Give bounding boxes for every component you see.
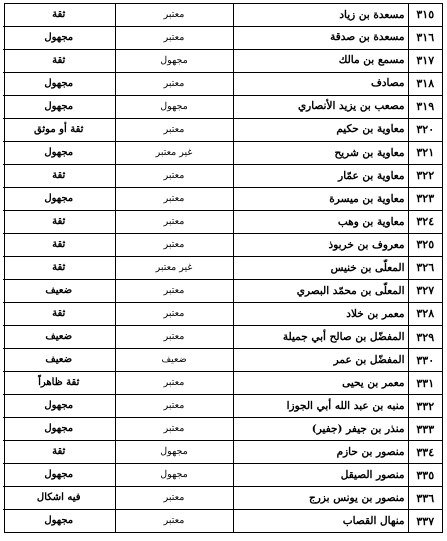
row-number: ٣٢٢ [408, 164, 442, 187]
row-number: ٣١٥ [408, 4, 442, 26]
table-row [3, 487, 442, 510]
status-secondary: ثقة [3, 210, 115, 233]
table-row [3, 26, 442, 49]
row-number: ٣٣١ [408, 372, 442, 395]
status-primary: معتبر [115, 233, 233, 256]
status-secondary: مجهول [3, 464, 115, 487]
status-secondary: مجهول [3, 418, 115, 441]
row-number: ٣١٧ [408, 49, 442, 72]
row-number: ٣٢٥ [408, 233, 442, 256]
narrators-table [3, 4, 442, 532]
row-number: ٣٢٣ [408, 187, 442, 210]
row-number: ٣١٦ [408, 26, 442, 49]
table-row [3, 510, 442, 532]
status-secondary: ثقة [3, 49, 115, 72]
status-secondary: ثقة [3, 164, 115, 187]
status-secondary: ثقة [3, 233, 115, 256]
table-row [3, 441, 442, 464]
narrator-name: منصور بن حازم [233, 441, 408, 464]
table-row [3, 4, 442, 26]
status-primary: معتبر [115, 279, 233, 302]
status-secondary: ثقة أو موثق [3, 118, 115, 141]
table-row [3, 325, 442, 348]
row-number: ٣٣٥ [408, 464, 442, 487]
row-number: ٣١٩ [408, 95, 442, 118]
narrator-name: المعلّى بن خنيس [233, 256, 408, 279]
status-primary: معتبر [115, 395, 233, 418]
status-primary: معتبر [115, 164, 233, 187]
table-row [3, 72, 442, 95]
narrators-table-page [4, 3, 443, 533]
narrator-name: منهال القصاب [233, 510, 408, 532]
status-primary: معتبر [115, 418, 233, 441]
row-number: ٣٢٨ [408, 302, 442, 325]
narrator-name: المفضّل بن عمر [233, 349, 408, 372]
narrator-name: مصعب بن يزيد الأنصاري [233, 95, 408, 118]
table-row [3, 49, 442, 72]
table-row [3, 464, 442, 487]
table-row [3, 187, 442, 210]
status-secondary: فيه اشكال [3, 487, 115, 510]
narrator-name: منبه بن عبد الله أبي الجوزا [233, 395, 408, 418]
status-primary: معتبر [115, 72, 233, 95]
status-secondary: مجهول [3, 141, 115, 164]
narrator-name: مصادف [233, 72, 408, 95]
table-row [3, 302, 442, 325]
table-row [3, 118, 442, 141]
status-primary: معتبر [115, 118, 233, 141]
status-secondary: ثقة [3, 302, 115, 325]
row-number: ٣٢٦ [408, 256, 442, 279]
narrator-name: معاوية بن وهب [233, 210, 408, 233]
row-number: ٣٣٢ [408, 395, 442, 418]
status-primary: مجهول [115, 49, 233, 72]
table-row [3, 372, 442, 395]
narrator-name: منصور بن يونس بزرج [233, 487, 408, 510]
status-primary: غير معتبر [115, 256, 233, 279]
table-row [3, 233, 442, 256]
table-row [3, 256, 442, 279]
status-secondary: ضعيف [3, 279, 115, 302]
row-number: ٣٢٤ [408, 210, 442, 233]
status-secondary: ثقة [3, 256, 115, 279]
narrator-name: معاوية بن حكيم [233, 118, 408, 141]
status-primary: معتبر [115, 510, 233, 532]
row-number: ٣٢٧ [408, 279, 442, 302]
row-number: ٣٢٠ [408, 118, 442, 141]
narrator-name: منصور الصيقل [233, 464, 408, 487]
status-primary: معتبر [115, 210, 233, 233]
narrator-name: معاوية بن ميسرة [233, 187, 408, 210]
status-primary: مجهول [115, 441, 233, 464]
narrator-name: مسعدة بن صدقة [233, 26, 408, 49]
status-secondary: مجهول [3, 72, 115, 95]
row-number: ٣٣٦ [408, 487, 442, 510]
status-primary: غير معتبر [115, 141, 233, 164]
narrator-name: منذر بن جيفر (جفير) [233, 418, 408, 441]
narrator-name: معاوية بن عمّار [233, 164, 408, 187]
narrator-name: معروف بن خربوذ [233, 233, 408, 256]
table-row [3, 279, 442, 302]
status-secondary: ثقة ظاهراً [3, 372, 115, 395]
status-primary: معتبر [115, 372, 233, 395]
status-primary: معتبر [115, 26, 233, 49]
narrator-name: المعلّى بن محمّد البصري [233, 279, 408, 302]
status-primary: معتبر [115, 4, 233, 26]
status-secondary: ضعيف [3, 325, 115, 348]
status-primary: مجهول [115, 464, 233, 487]
row-number: ٣٣٤ [408, 441, 442, 464]
status-secondary: مجهول [3, 95, 115, 118]
status-primary: ضعيف [115, 349, 233, 372]
narrator-name: معاوية بن شريح [233, 141, 408, 164]
narrator-name: معمر بن يحيى [233, 372, 408, 395]
status-secondary: مجهول [3, 187, 115, 210]
table-row [3, 164, 442, 187]
table-row [3, 349, 442, 372]
row-number: ٣٣٣ [408, 418, 442, 441]
row-number: ٣٣٧ [408, 510, 442, 532]
narrator-name: مسعدة بن زياد [233, 4, 408, 26]
status-secondary: مجهول [3, 510, 115, 532]
status-primary: معتبر [115, 187, 233, 210]
status-primary: مجهول [115, 95, 233, 118]
row-number: ٣٣٠ [408, 349, 442, 372]
narrator-name: المفضّل بن صالح أبي جميلة [233, 325, 408, 348]
status-secondary: ضعيف [3, 349, 115, 372]
narrator-name: مسمع بن مالك [233, 49, 408, 72]
status-secondary: ثقة [3, 441, 115, 464]
table-body [3, 4, 442, 532]
table-row [3, 210, 442, 233]
row-number: ٣٢٩ [408, 325, 442, 348]
row-number: ٣١٨ [408, 72, 442, 95]
status-primary: معتبر [115, 487, 233, 510]
narrator-name: معمر بن خلاد [233, 302, 408, 325]
row-number: ٣٢١ [408, 141, 442, 164]
status-primary: معتبر [115, 325, 233, 348]
status-secondary: مجهول [3, 26, 115, 49]
table-row [3, 141, 442, 164]
table-row [3, 95, 442, 118]
table-row [3, 418, 442, 441]
status-secondary: مجهول [3, 395, 115, 418]
table-row [3, 395, 442, 418]
status-secondary: ثقة [3, 4, 115, 26]
status-primary: معتبر [115, 302, 233, 325]
